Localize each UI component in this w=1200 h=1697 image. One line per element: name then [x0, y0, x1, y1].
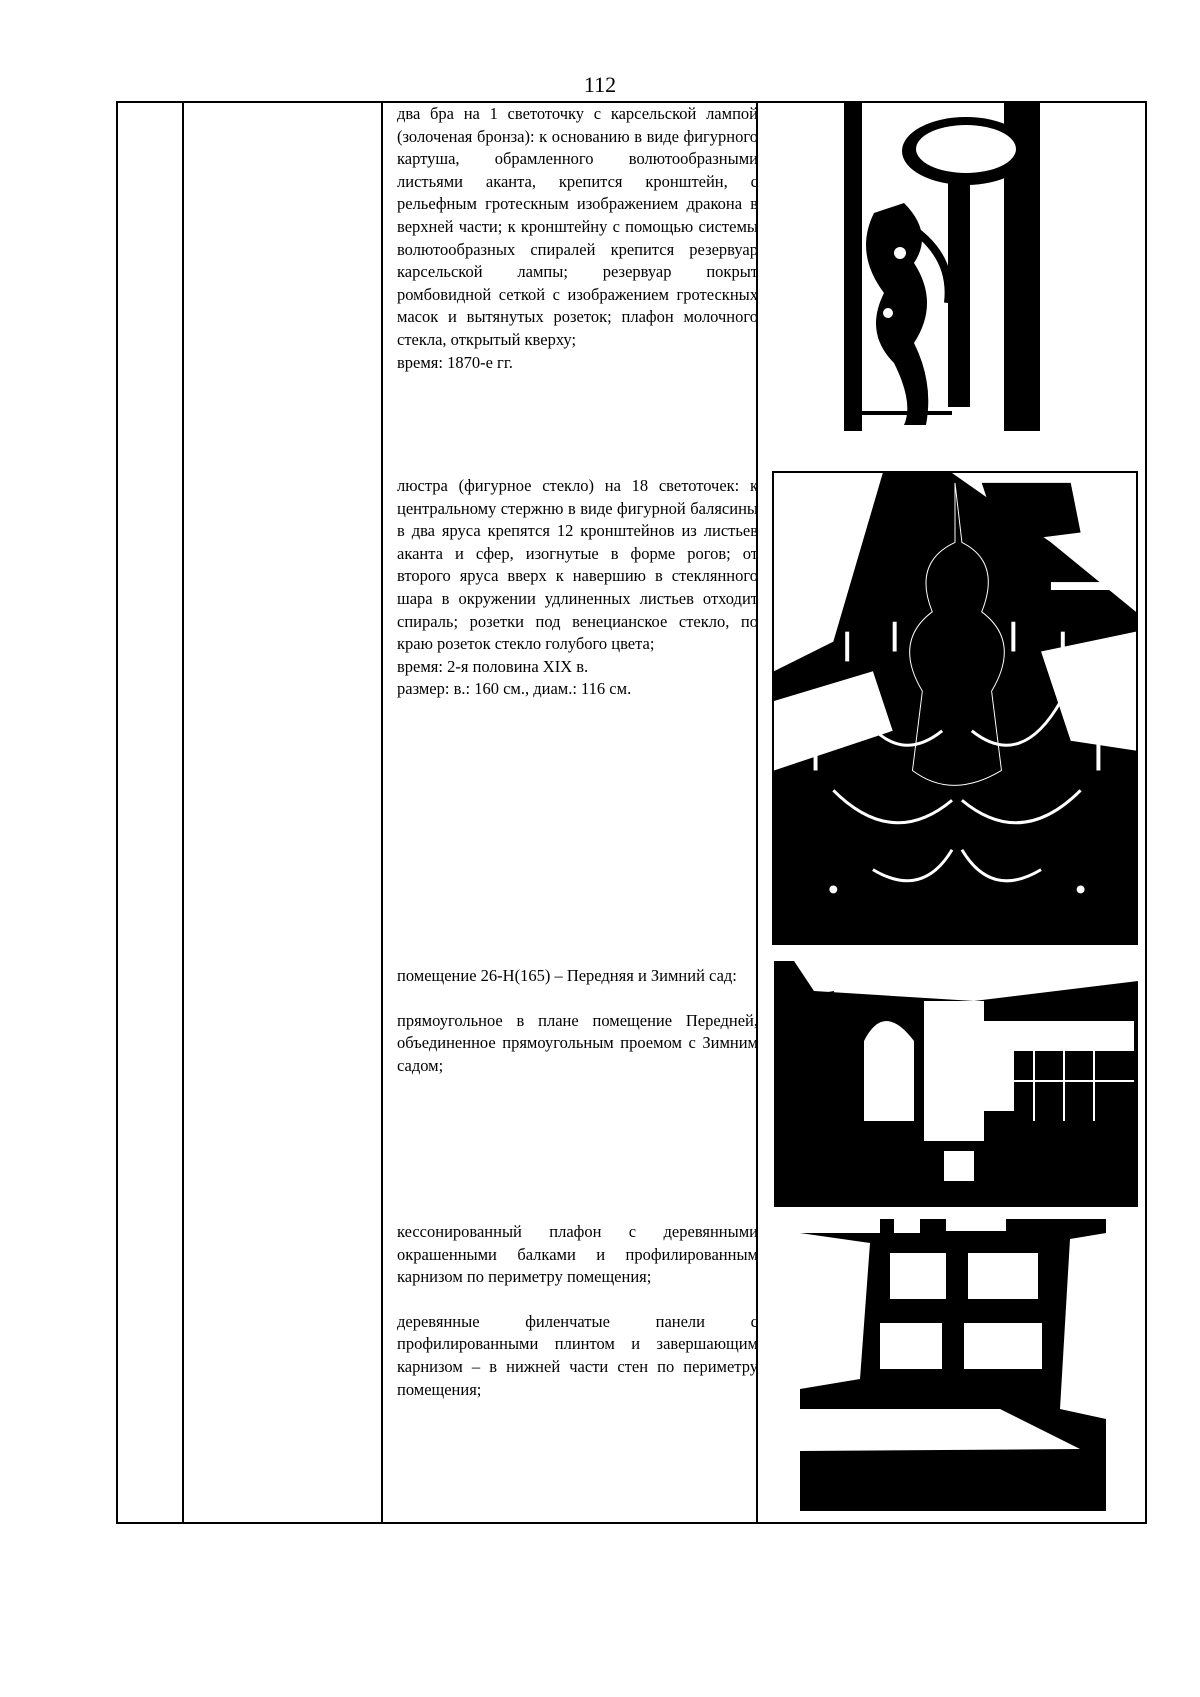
entry-paragraph: люстра (фигурное стекло) на 18 светоточек: к центральному стержню в виде фигурной балясины в два яруса крепятся 12 кронштейнов из листьев аканта и сфер, изогнутые в форме рогов; от второго яруса вверх к навершию в стеклянного шара в окружении удлиненных листьев отходит спираль; розетки под венецианское стекло, по краю розеток стекло голубого цвета; — [397, 476, 758, 654]
page-number: 112 — [583, 72, 617, 97]
heritage-table — [116, 101, 1147, 1524]
entry-paragraph: время: 1870-е гг. — [397, 352, 513, 372]
entry-chandelier-description — [397, 475, 758, 701]
entry-paragraph: прямоугольное в плане помещение Передней, объединенное прямоугольным проемом с Зимним садом; — [397, 1010, 758, 1075]
column-divider — [182, 103, 184, 1522]
entry-ceiling-description — [397, 1221, 758, 1401]
entry-paragraph: помещение 26-Н(165) – Передняя и Зимний сад: — [397, 966, 737, 985]
chandelier-image — [774, 473, 1136, 943]
entry-paragraph: два бра на 1 светоточку с карсельской лампой (золоченая бронза): к основанию в виде фигурного картуша, обрамленного волютообразными листьями аканта, крепится кронштейн, с рельефным гротескным изображением дракона в верхней части; к кронштейну с помощью системы волютообразных спиралей крепится резервуар карсельской лампы; резервуар покрыт ромбовидной сеткой с изображением гротескных масок и вытянутых розеток; плафон молочного стекла, открытый кверху; — [397, 104, 758, 349]
sconce-photo — [844, 103, 1040, 431]
column-divider — [381, 103, 383, 1522]
coffered-ceiling-image — [800, 1219, 1106, 1511]
entry-paragraph: кессонированный плафон с деревянными окрашенными балками и профилированным карнизом по периметру помещения; — [397, 1222, 758, 1287]
coffered-ceiling-photo — [800, 1219, 1106, 1511]
entry-paragraph: деревянные филенчатые панели с профилированными плинтом и завершающим карнизом – в нижней части стен по периметру помещения; — [397, 1311, 758, 1399]
entry-room-description — [397, 965, 758, 1077]
entry-sconce-description — [397, 103, 758, 374]
chandelier-photo — [772, 471, 1138, 945]
sconce-image — [844, 103, 1040, 431]
entry-paragraph: время: 2-я половина XIX в. — [397, 656, 589, 676]
room-photo — [774, 961, 1138, 1207]
entry-paragraph: размер: в.: 160 см., диам.: 116 см. — [397, 679, 632, 699]
room-image — [774, 961, 1138, 1207]
